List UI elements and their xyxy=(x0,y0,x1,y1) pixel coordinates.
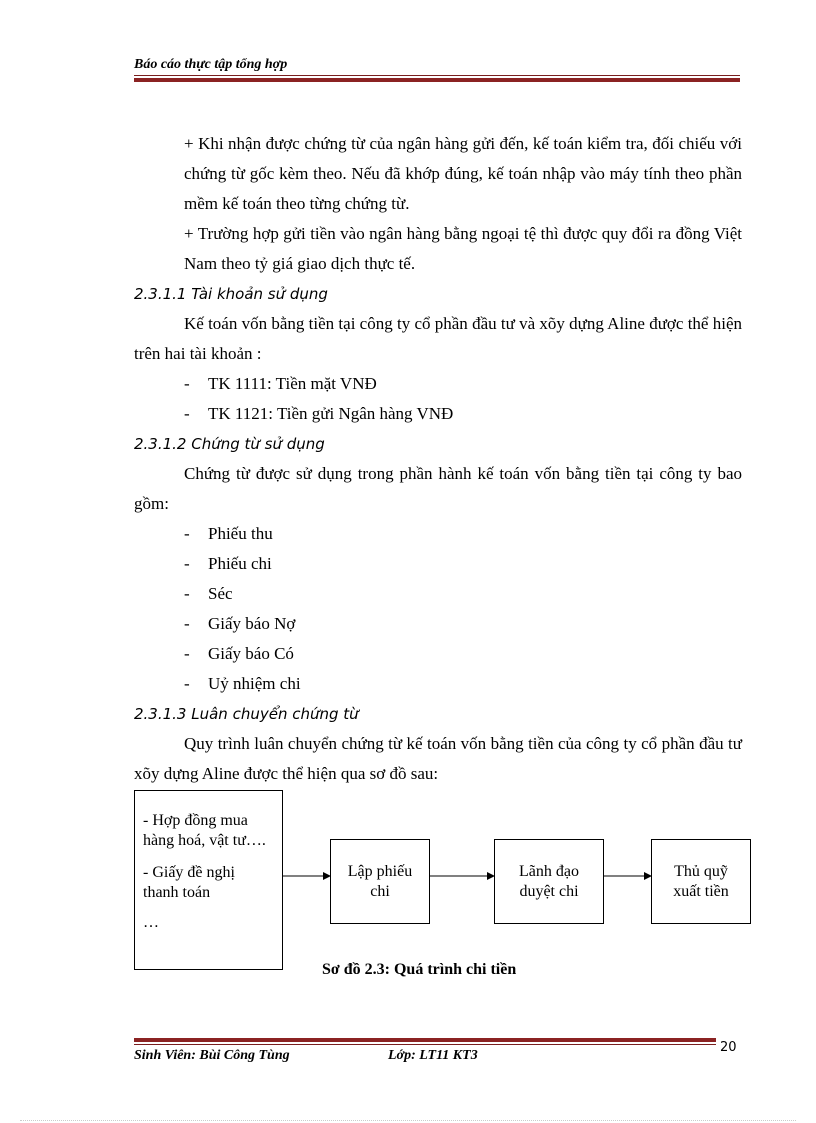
footer-rule-thin xyxy=(134,1044,716,1045)
list-item: - Giấy báo Nợ xyxy=(184,614,296,633)
source-documents-box xyxy=(134,790,283,970)
list-item: - Giấy báo Có xyxy=(184,644,294,663)
step-manager-approval: Lãnh đạo duyệt chi xyxy=(494,839,604,924)
footer-class: Lớp: LT11 KT3 xyxy=(388,1048,478,1063)
list-item: - TK 1121: Tiền gửi Ngân hàng VNĐ xyxy=(184,404,454,423)
step-cashier-payout: Thủ quỹ xuất tiền xyxy=(651,839,751,924)
list-item: - Phiếu chi xyxy=(184,554,272,573)
paragraph-accounts-intro: Kế toán vốn bằng tiền tại công ty cổ phần đầu tư và xõy dựng Aline được thể hiện trên hai tài khoản : xyxy=(134,314,742,363)
source-line-contract: - Hợp đồng mua hàng hoá, vật tư…. xyxy=(143,812,266,849)
source-line-request: - Giấy đề nghị thanh toán xyxy=(143,864,235,901)
page-edge-divider xyxy=(20,1120,796,1121)
diagram-caption: Sơ đồ 2.3: Quá trình chi tiền xyxy=(322,961,517,978)
section-heading-flow: 2.3.1.3 Luân chuyển chứng từ xyxy=(134,705,359,723)
footer-student: Sinh Viên: Bùi Công Tùng xyxy=(134,1048,290,1063)
paragraph-bank-check: + Khi nhận được chứng từ của ngân hàng gửi đến, kế toán kiểm tra, đối chiếu với chứng từ gốc kèm theo. Nếu đã khớp đúng, kế toán nhập vào máy tính theo phần mềm kế toán theo từng chứng từ. xyxy=(184,134,742,213)
step-create-payment-slip: Lập phiếu chi xyxy=(330,839,430,924)
list-item: - Séc xyxy=(184,584,233,603)
paragraph-flow-intro: Quy trình luân chuyển chứng từ kế toán vốn bằng tiền của công ty cổ phần đầu tư xõy dựng Aline được thể hiện qua sơ đồ sau: xyxy=(134,734,742,783)
list-item: - Uỷ nhiệm chi xyxy=(184,674,301,693)
source-line-ellipsis: … xyxy=(143,914,159,931)
paragraph-foreign-currency: + Trường hợp gửi tiền vào ngân hàng bằng ngoại tệ thì được quy đổi ra đồng Việt Nam theo tỷ giá giao dịch thực tế. xyxy=(184,224,742,273)
footer-rule-thick xyxy=(134,1038,716,1042)
header-title: Báo cáo thực tập tổng hợp xyxy=(134,57,288,72)
section-heading-documents: 2.3.1.2 Chứng từ sử dụng xyxy=(134,435,325,453)
paragraph-documents-intro: Chứng từ được sử dụng trong phần hành kế toán vốn bằng tiền tại công ty bao gồm: xyxy=(134,464,742,513)
section-heading-accounts: 2.3.1.1 Tài khoản sử dụng xyxy=(134,285,328,303)
page-number: 20 xyxy=(720,1040,737,1055)
list-item: - TK 1111: Tiền mặt VNĐ xyxy=(184,374,377,393)
list-item: - Phiếu thu xyxy=(184,524,273,543)
